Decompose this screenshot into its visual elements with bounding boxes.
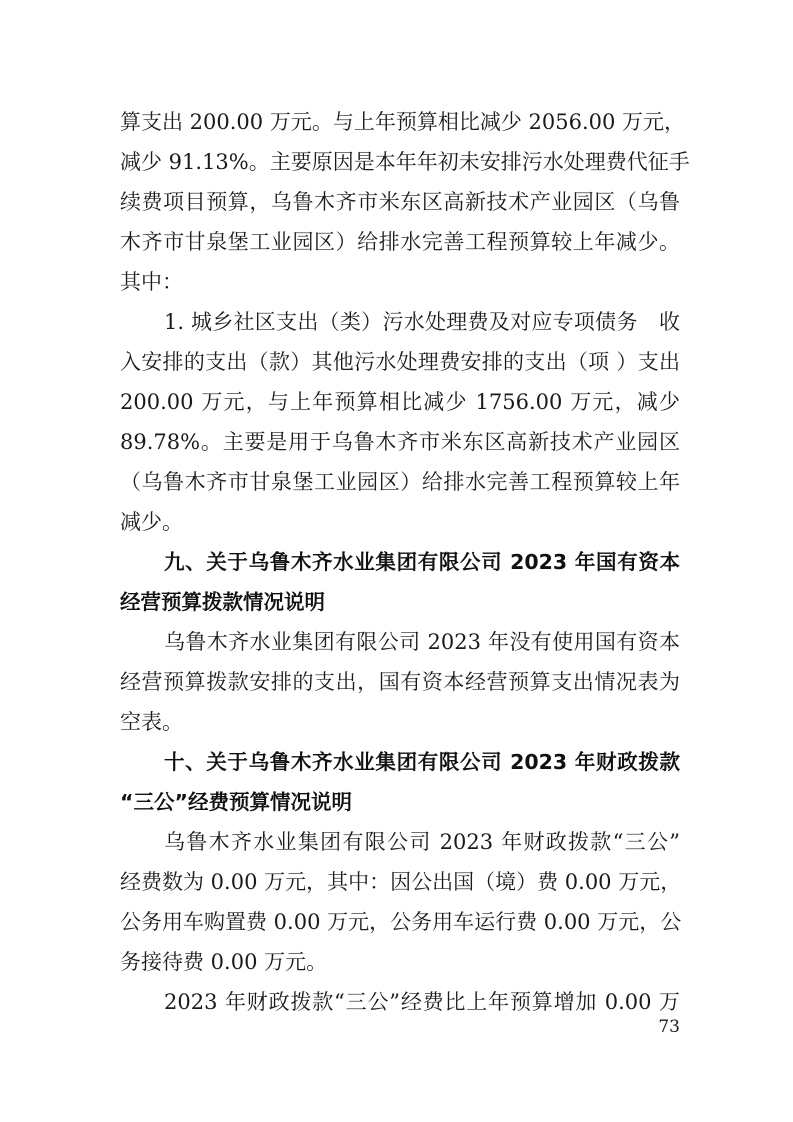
paragraph-line: 其中： — [120, 270, 183, 294]
paragraph-line: 续费项目预算，乌鲁木齐市米东区高新技术产业园区（乌鲁 — [120, 190, 680, 214]
paragraph-line: 1. 城乡社区支出（类）污水处理费及对应专项债务 收 — [164, 310, 680, 334]
paragraph-line: 200.00 万元，与上年预算相比减少 1756.00 万元，减少 — [120, 390, 680, 414]
paragraph-line: 公务用车购置费 0.00 万元，公务用车运行费 0.00 万元，公 — [120, 910, 682, 934]
paragraph-line: 空表。 — [120, 710, 183, 734]
section-heading-9-continued: 经营预算拨款情况说明 — [120, 590, 325, 614]
paragraph-line: 入安排的支出（款）其他污水处理费安排的支出（项 ）支出 — [120, 350, 680, 374]
page-number: 73 — [658, 1017, 680, 1037]
paragraph-line: 2023 年财政拨款“三公”经费比上年预算增加 0.00 万 — [164, 990, 680, 1014]
paragraph-line: 经营预算拨款安排的支出，国有资本经营预算支出情况表为 — [120, 670, 680, 694]
section-heading-10-continued: “三公”经费预算情况说明 — [120, 790, 352, 814]
paragraph-line: 木齐市甘泉堡工业园区）给排水完善工程预算较上年减少。 — [120, 230, 680, 254]
paragraph-line: （乌鲁木齐市甘泉堡工业园区）给排水完善工程预算较上年 — [120, 470, 680, 494]
paragraph-line: 乌鲁木齐水业集团有限公司 2023 年财政拨款“三公” — [164, 830, 680, 854]
paragraph-line: 89.78%。主要是用于乌鲁木齐市米东区高新技术产业园区 — [120, 430, 680, 454]
paragraph-line: 经费数为 0.00 万元，其中：因公出国（境）费 0.00 万元， — [120, 870, 682, 894]
paragraph-line: 务接待费 0.00 万元。 — [120, 950, 328, 974]
paragraph-line: 减少 91.13%。主要原因是本年年初未安排污水处理费代征手 — [120, 150, 690, 174]
section-heading-9: 九、关于乌鲁木齐水业集团有限公司 2023 年国有资本 — [164, 550, 680, 574]
paragraph-line: 乌鲁木齐水业集团有限公司 2023 年没有使用国有资本 — [164, 630, 680, 654]
paragraph-line: 算支出 200.00 万元。与上年预算相比减少 2056.00 万元， — [120, 110, 686, 134]
paragraph-line: 减少。 — [120, 510, 183, 534]
section-heading-10: 十、关于乌鲁木齐水业集团有限公司 2023 年财政拨款 — [164, 750, 680, 774]
